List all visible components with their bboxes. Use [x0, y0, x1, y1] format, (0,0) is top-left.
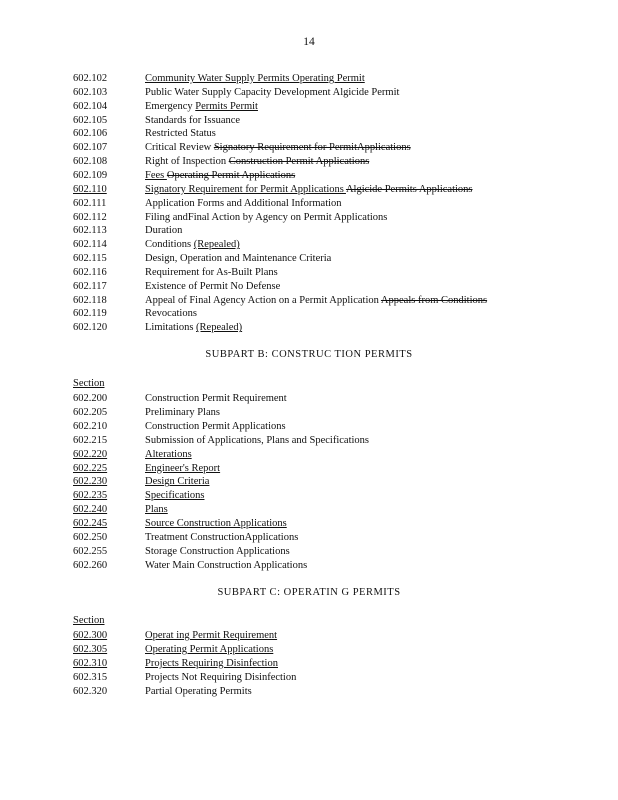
- section-title: [145, 280, 280, 294]
- toc-entry: [73, 462, 220, 476]
- toc-entry: [73, 559, 307, 573]
- struck-text: Signatory Requirement for PermitApplications: [213, 142, 411, 154]
- section-number: 602.225: [73, 462, 108, 474]
- section-title: [145, 643, 273, 657]
- toc-entry: [73, 238, 240, 252]
- title-text: Construction Permit Applications: [145, 420, 286, 432]
- title-text: Submission of Applications, Plans and Specifications: [145, 434, 369, 446]
- title-text: Source Construction Applications: [145, 518, 287, 530]
- section-number: 602.107: [73, 142, 108, 154]
- title-text: Projects Requiring Disinfection: [145, 657, 278, 669]
- section-title: [145, 517, 287, 531]
- section-title: [145, 127, 216, 141]
- section-number: 602.310: [73, 657, 108, 669]
- section-title: [145, 197, 342, 211]
- title-text: Standards for Issuance: [145, 114, 241, 126]
- toc-entry: [73, 197, 342, 211]
- toc-entry: [73, 114, 240, 128]
- toc-entry: [73, 100, 258, 114]
- section-title: [145, 252, 331, 266]
- section-title: [145, 503, 168, 517]
- title-text: Alterations: [145, 448, 192, 460]
- title-text: Conditions: [145, 239, 194, 251]
- section-title: [145, 545, 290, 559]
- section-title: [145, 448, 192, 462]
- toc-entry: [73, 72, 365, 86]
- toc-entry: [73, 475, 209, 489]
- section-number: 602.240: [73, 504, 108, 516]
- section-title: [145, 114, 240, 128]
- section-number: 602.111: [73, 197, 107, 209]
- toc-entry: [73, 141, 411, 155]
- subpart-c-heading: SUBPART C: OPERATIN G PERMITS: [217, 587, 401, 598]
- section-number: 602.103: [73, 86, 108, 98]
- toc-entry: [73, 211, 387, 225]
- toc-entry: [73, 86, 399, 100]
- section-title: [145, 266, 278, 280]
- title-text: Public Water Supply Capacity Development Algicide Permit: [145, 86, 400, 98]
- section-title: [145, 462, 220, 476]
- section-title: [145, 531, 298, 545]
- toc-entry: [73, 169, 295, 183]
- section-number: 602.109: [73, 169, 108, 181]
- toc-entry: [73, 420, 286, 434]
- section-number: 602.114: [73, 239, 107, 251]
- toc-entry: [73, 643, 273, 657]
- title-text: Limitations: [145, 322, 197, 334]
- toc-entry: [73, 629, 277, 643]
- section-title: [145, 434, 369, 448]
- struck-text: Appeals from Conditions: [380, 294, 488, 306]
- toc-entry: [73, 685, 252, 699]
- title-text: Emergency: [145, 100, 196, 112]
- struck-text: Algicide Permits Applications: [345, 183, 473, 195]
- toc-entry: [73, 517, 287, 531]
- section-title: [145, 155, 369, 169]
- section-number: 602.260: [73, 559, 108, 571]
- toc-entry: [73, 545, 290, 559]
- section-number: 602.115: [73, 253, 107, 265]
- section-number: 602.255: [73, 545, 108, 557]
- section-number: 602.230: [73, 476, 108, 488]
- title-text: Revocations: [145, 308, 197, 320]
- section-title: [145, 238, 240, 252]
- section-title: [145, 72, 365, 86]
- section-number: 602.300: [73, 630, 108, 641]
- section-number: 602.105: [73, 114, 108, 126]
- title-text: Water Main Construction Applications: [145, 559, 308, 571]
- section-number: 602.116: [73, 266, 107, 278]
- section-number: 602.220: [73, 448, 108, 460]
- section-number: 602.119: [73, 308, 107, 320]
- title-text: Projects Not Requiring Disinfection: [145, 671, 297, 683]
- title-text: Plans: [145, 504, 168, 516]
- struck-text: Operating Permit Applications: [166, 169, 296, 181]
- toc-entry: [73, 266, 278, 280]
- toc-entry: [73, 252, 331, 266]
- title-text: Duration: [145, 225, 183, 237]
- section-number: 602.305: [73, 643, 108, 655]
- section-number: 602.315: [73, 671, 108, 683]
- title-text: Critical Review: [145, 142, 214, 154]
- section-title: [145, 420, 286, 434]
- toc-entry: [73, 392, 287, 406]
- page-number: 14: [303, 36, 315, 48]
- section-number: 602.112: [73, 211, 107, 223]
- section-number: 602.118: [73, 294, 107, 306]
- toc-entry: [73, 280, 280, 294]
- section-title: [145, 321, 242, 335]
- title-text: Appeal of Final Agency Action on a Permit Application: [145, 294, 381, 306]
- title-text: Construction Permit Requirement: [145, 393, 287, 404]
- toc-entry: [73, 657, 278, 671]
- section-title: [145, 141, 411, 155]
- title-text: Right of Inspection: [145, 156, 229, 168]
- title-text: Restricted Status: [145, 128, 216, 140]
- title-text: Operat ing Permit Requirement: [145, 630, 278, 641]
- section-title: [145, 294, 487, 308]
- section-number: 602.215: [73, 434, 108, 446]
- title-text: Community Water Supply Permits Operating Permit: [145, 73, 365, 84]
- toc-entry: [73, 434, 369, 448]
- title-text: Preliminary Plans: [145, 406, 220, 418]
- section-title: [145, 307, 197, 321]
- section-number: 602.117: [73, 280, 107, 292]
- title-text: Specifications: [145, 490, 205, 502]
- toc-entry: [73, 307, 197, 321]
- section-number: 602.120: [73, 322, 108, 334]
- section-title: [145, 685, 252, 699]
- section-number: 602.320: [73, 685, 108, 697]
- section-title: [145, 629, 277, 643]
- title-text: (Repealed): [193, 239, 240, 251]
- toc-entry: [73, 224, 182, 238]
- toc-entry: [73, 406, 220, 420]
- section-number: 602.110: [73, 183, 107, 195]
- section-number: 602.245: [73, 518, 108, 530]
- title-text: Filing andFinal Action by Agency on Permit Applications: [145, 211, 388, 223]
- title-text: Signatory Requirement for Permit Applications: [145, 183, 346, 195]
- title-text: Permits Permit: [195, 100, 258, 112]
- title-text: Storage Construction Applications: [145, 545, 290, 557]
- toc-entry: [73, 503, 168, 517]
- section-title: [145, 475, 209, 489]
- section-number: 602.200: [73, 393, 108, 404]
- section-title: [145, 224, 182, 238]
- title-text: Design Criteria: [145, 476, 210, 488]
- toc-entry: [73, 448, 192, 462]
- section-title: [145, 169, 295, 183]
- subpart-c-section-label: Section: [73, 615, 105, 626]
- section-number: 602.113: [73, 225, 107, 237]
- toc-entry: [73, 155, 369, 169]
- toc-entry: [73, 294, 487, 308]
- section-number: 602.102: [73, 73, 108, 84]
- section-title: [145, 211, 387, 225]
- toc-entry: [73, 531, 298, 545]
- section-number: 602.108: [73, 156, 108, 168]
- section-title: [145, 559, 307, 573]
- section-title: [145, 392, 287, 406]
- toc-entry: [73, 321, 242, 335]
- section-title: [145, 100, 258, 114]
- subpart-b-heading: SUBPART B: CONSTRUC TION PERMITS: [205, 349, 413, 360]
- section-number: 602.205: [73, 406, 108, 418]
- title-text: Fees: [145, 169, 167, 181]
- section-title: [145, 671, 296, 685]
- title-text: (Repealed): [196, 322, 243, 334]
- title-text: Partial Operating Permits: [145, 685, 252, 697]
- title-text: Design, Operation and Maintenance Criteria: [145, 253, 332, 265]
- title-text: Requirement for As-Built Plans: [145, 266, 278, 278]
- section-title: [145, 406, 220, 420]
- title-text: Application Forms and Additional Information: [145, 197, 342, 209]
- section-number: 602.106: [73, 128, 108, 140]
- toc-entry: [73, 183, 473, 197]
- section-title: [145, 86, 399, 100]
- struck-text: Construction Permit Applications: [228, 156, 370, 168]
- toc-entry: [73, 489, 204, 503]
- section-number: 602.210: [73, 420, 108, 432]
- section-title: [145, 183, 473, 197]
- section-title: [145, 489, 204, 503]
- title-text: Engineer's Report: [145, 462, 221, 474]
- title-text: Treatment ConstructionApplications: [145, 532, 299, 543]
- section-title: [145, 657, 278, 671]
- toc-entry: [73, 127, 216, 141]
- toc-entry: [73, 671, 296, 685]
- title-text: Existence of Permit No Defense: [145, 280, 281, 292]
- section-number: 602.235: [73, 490, 108, 502]
- section-number: 602.250: [73, 532, 108, 543]
- subpart-b-section-label: Section: [73, 378, 105, 389]
- section-number: 602.104: [73, 100, 108, 112]
- title-text: Operating Permit Applications: [145, 643, 274, 655]
